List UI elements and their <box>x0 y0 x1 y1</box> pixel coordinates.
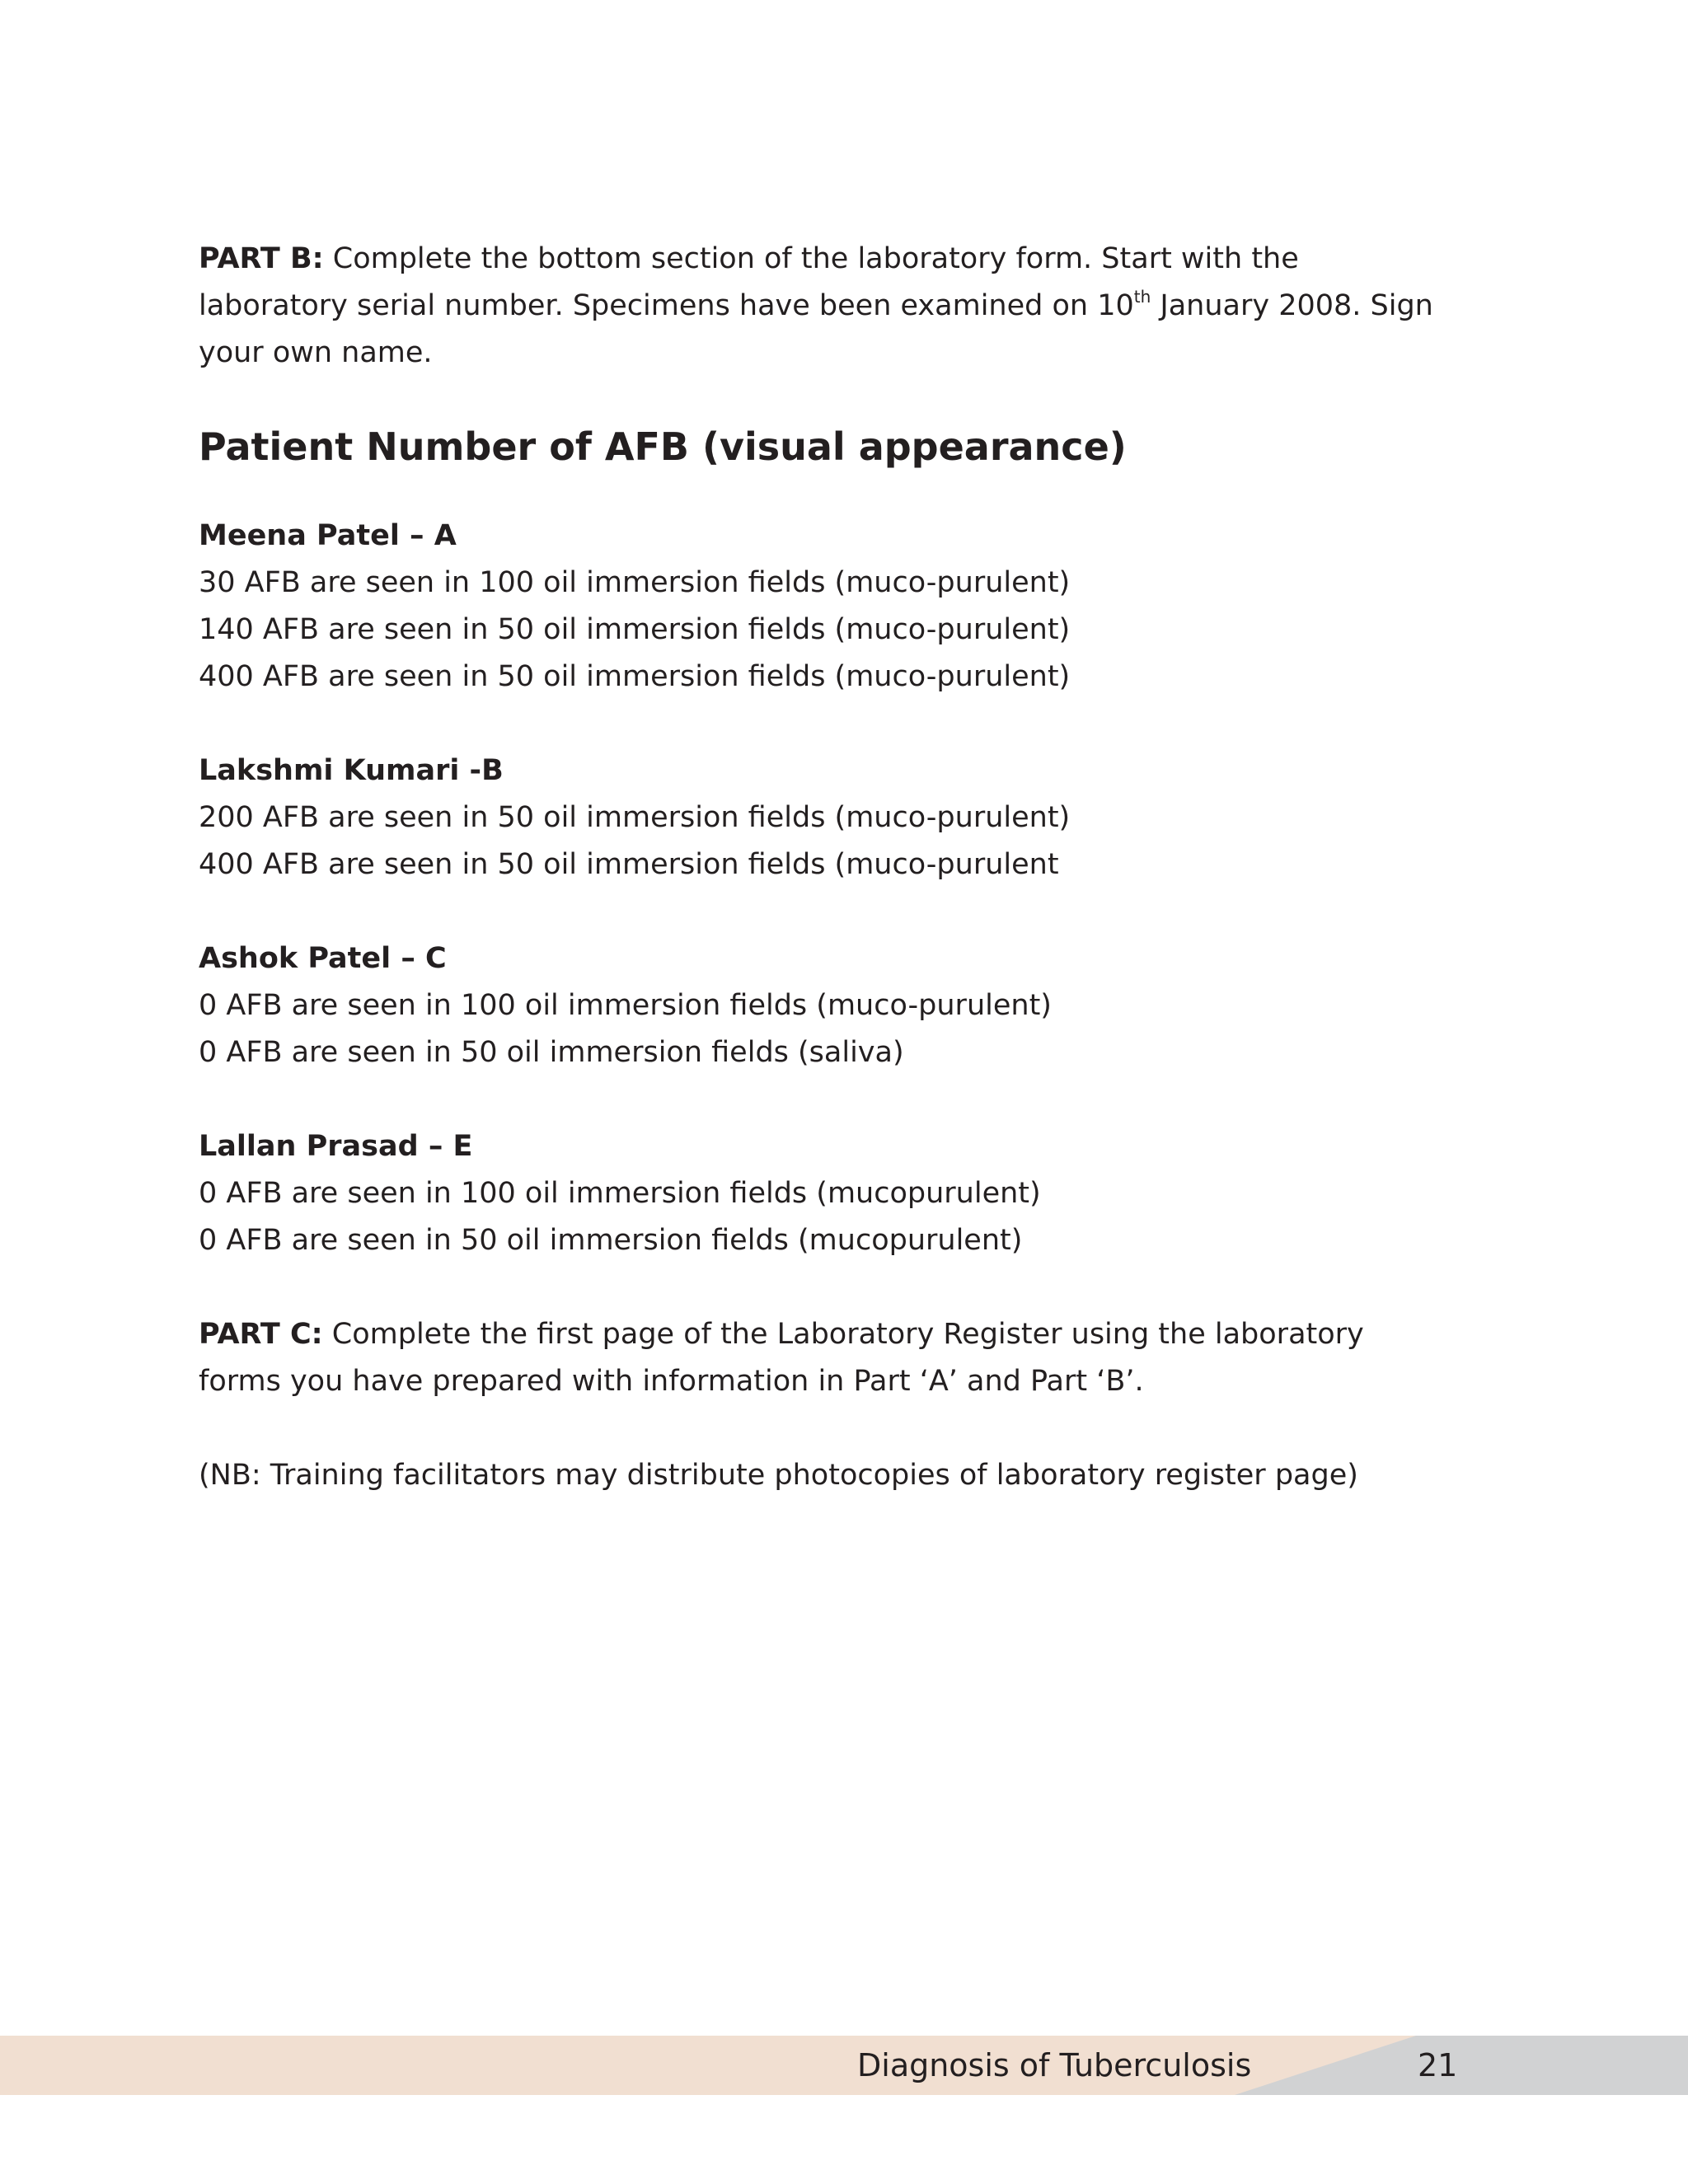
footer-band <box>0 2036 1688 2095</box>
observation-line: 140 AFB are seen in 50 oil immersion fields (muco-purulent) <box>199 613 1071 646</box>
observation-line: 0 AFB are seen in 50 oil immersion fields (mucopurulent) <box>199 1224 1023 1257</box>
footer-title: Diagnosis of Tuberculosis <box>857 2047 1252 2083</box>
part-c-paragraph <box>199 1311 1451 1405</box>
page-content <box>199 236 1451 1499</box>
observation-line: 400 AFB are seen in 50 oil immersion fields (muco-purulent <box>199 848 1059 881</box>
observation-line: 0 AFB are seen in 100 oil immersion fields (mucopurulent) <box>199 1177 1041 1210</box>
patient-name: Lakshmi Kumari -B <box>199 754 504 787</box>
part-b-text-2: January 2008. Sign your own name. <box>199 289 1433 369</box>
footer-page-tab <box>1235 2036 1688 2095</box>
observation-line: 200 AFB are seen in 50 oil immersion fields (muco-purulent) <box>199 801 1071 834</box>
part-c-label: PART C: <box>199 1318 323 1351</box>
part-c-text: Complete the first page of the Laboratory Register using the laboratory forms you have prepared with information in Part ‘A’ and Part ‘B’. <box>199 1318 1364 1398</box>
part-b-label: PART B: <box>199 242 324 275</box>
patient-block <box>199 748 1451 888</box>
part-b-superscript: th <box>1133 287 1151 307</box>
patient-name: Ashok Patel – C <box>199 942 447 975</box>
patient-name: Lallan Prasad – E <box>199 1130 473 1163</box>
observation-line: 0 AFB are seen in 50 oil immersion fields (saliva) <box>199 1036 904 1069</box>
part-b-text-1: Complete the bottom section of the laboratory form. Start with the laboratory serial number. Specimens have been examined on 10 <box>199 242 1299 322</box>
patient-name: Meena Patel – A <box>199 519 457 552</box>
page-number: 21 <box>1418 2047 1458 2083</box>
patient-block <box>199 513 1451 701</box>
observation-line: 0 AFB are seen in 100 oil immersion fields (muco-purulent) <box>199 989 1052 1022</box>
observation-line: 30 AFB are seen in 100 oil immersion fields (muco-purulent) <box>199 566 1071 599</box>
observation-line: 400 AFB are seen in 50 oil immersion fields (muco-purulent) <box>199 660 1071 693</box>
patient-block <box>199 1123 1451 1264</box>
facilitator-note: (NB: Training facilitators may distribute photocopies of laboratory register page) <box>199 1459 1358 1492</box>
part-b-paragraph <box>199 236 1451 377</box>
patient-block <box>199 935 1451 1076</box>
section-heading: Patient Number of AFB (visual appearance) <box>199 424 1127 469</box>
